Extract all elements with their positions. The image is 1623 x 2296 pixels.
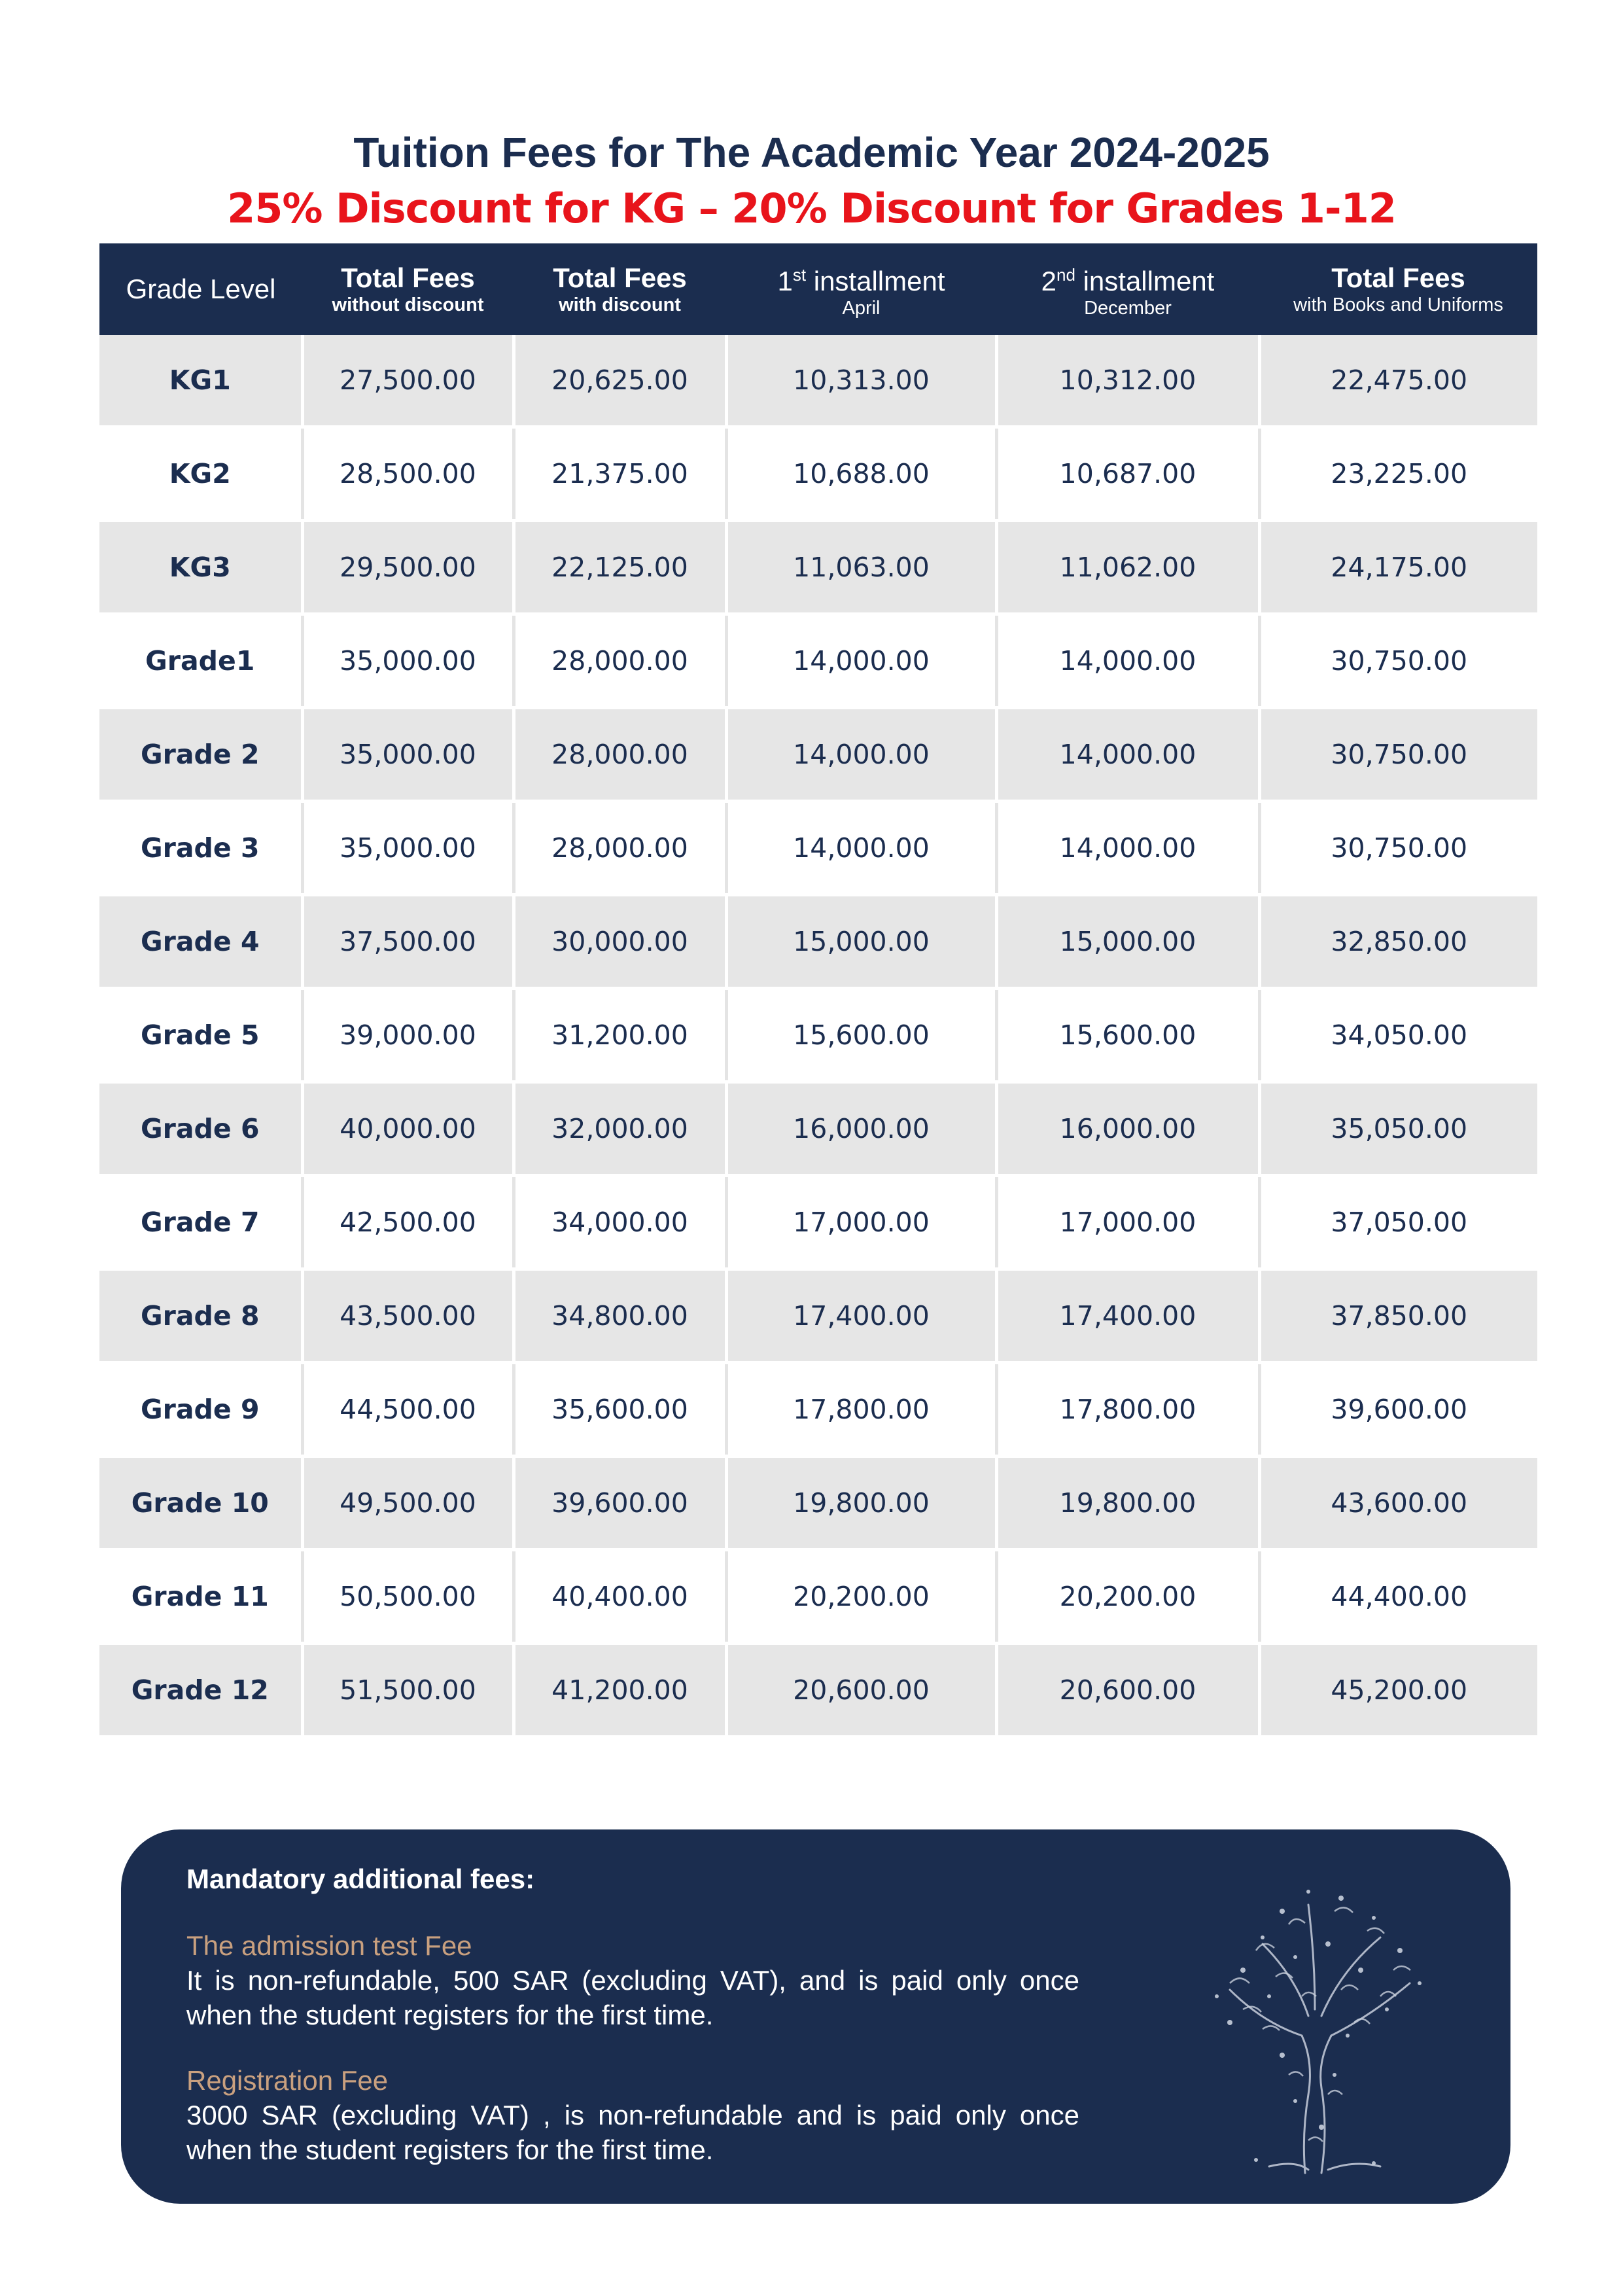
fee-cell: 44,400.00 (1259, 1550, 1537, 1644)
fee-cell: 17,000.00 (726, 1176, 996, 1269)
fee-cell: 11,063.00 (726, 521, 996, 614)
admission-fee-text: It is non-refundable, 500 SAR (excluding VAT), and is paid only once when the student registers for the first time. (186, 1965, 1079, 2030)
fee-cell: 14,000.00 (726, 614, 996, 708)
fee-cell: 35,000.00 (302, 614, 514, 708)
fee-cell: 45,200.00 (1259, 1644, 1537, 1737)
header-total-fees-with-books (1259, 243, 1537, 335)
fee-cell: 14,000.00 (996, 802, 1259, 895)
grade-level-cell: Grade 12 (99, 1644, 302, 1737)
fee-cell: 41,200.00 (514, 1644, 726, 1737)
grade-level-cell: Grade 3 (99, 802, 302, 895)
fee-cell: 49,500.00 (302, 1457, 514, 1550)
fee-cell: 31,200.00 (514, 989, 726, 1082)
header-label-text: installment (1075, 266, 1215, 296)
grade-level-cell: Grade1 (99, 614, 302, 708)
header-label: Total Fees (341, 262, 475, 293)
header-label: Total Fees (553, 262, 687, 293)
table-row (99, 708, 1537, 802)
table-row (99, 521, 1537, 614)
header-sublabel: April (842, 298, 881, 319)
fee-cell: 14,000.00 (726, 802, 996, 895)
grade-level-cell: Grade 4 (99, 895, 302, 989)
fee-cell: 22,125.00 (514, 521, 726, 614)
fee-cell: 28,500.00 (302, 427, 514, 521)
fee-cell: 30,000.00 (514, 895, 726, 989)
table-row (99, 802, 1537, 895)
fee-cell: 40,000.00 (302, 1082, 514, 1176)
table-body (99, 335, 1537, 1737)
fee-cell: 16,000.00 (996, 1082, 1259, 1176)
fee-cell: 27,500.00 (302, 335, 514, 427)
header-sublabel: with discount (559, 294, 681, 315)
table-row (99, 1269, 1537, 1363)
fee-cell: 35,600.00 (514, 1363, 726, 1457)
fee-cell: 51,500.00 (302, 1644, 514, 1737)
fee-cell: 10,688.00 (726, 427, 996, 521)
header-first-installment (726, 243, 996, 335)
fee-cell: 35,000.00 (302, 708, 514, 802)
table-row (99, 1457, 1537, 1550)
fee-cell: 39,000.00 (302, 989, 514, 1082)
header-total-fees-without-discount (302, 243, 514, 335)
fee-cell: 10,687.00 (996, 427, 1259, 521)
additional-fees-panel (121, 1829, 1510, 2204)
fee-cell: 20,200.00 (996, 1550, 1259, 1644)
fee-cell: 17,400.00 (996, 1269, 1259, 1363)
header-sublabel: December (1084, 298, 1172, 319)
fee-cell: 35,050.00 (1259, 1082, 1537, 1176)
fee-cell: 34,000.00 (514, 1176, 726, 1269)
fee-cell: 20,200.00 (726, 1550, 996, 1644)
header-label: Grade Level (126, 274, 276, 304)
fee-cell: 14,000.00 (996, 708, 1259, 802)
table-row (99, 335, 1537, 427)
tuition-fees-table (99, 243, 1537, 1739)
fee-cell: 37,050.00 (1259, 1176, 1537, 1269)
table-row (99, 1363, 1537, 1457)
fee-cell: 30,750.00 (1259, 614, 1537, 708)
grade-level-cell: Grade 11 (99, 1550, 302, 1644)
page-title: Tuition Fees for The Academic Year 2024-2025 (353, 129, 1270, 176)
table-row (99, 989, 1537, 1082)
table-row (99, 1550, 1537, 1644)
fee-cell: 32,850.00 (1259, 895, 1537, 989)
additional-fees-heading: Mandatory additional fees: (186, 1863, 535, 1894)
table-header-row (99, 243, 1537, 335)
header-ordinal-suffix: nd (1056, 265, 1075, 285)
fee-cell: 20,625.00 (514, 335, 726, 427)
fee-cell: 30,750.00 (1259, 802, 1537, 895)
fee-cell: 15,600.00 (996, 989, 1259, 1082)
fee-cell: 28,000.00 (514, 802, 726, 895)
table-row (99, 1082, 1537, 1176)
fee-cell: 14,000.00 (726, 708, 996, 802)
header-label: Total Fees (1331, 262, 1465, 293)
fee-cell: 19,800.00 (996, 1457, 1259, 1550)
fee-cell: 35,000.00 (302, 802, 514, 895)
fee-cell: 16,000.00 (726, 1082, 996, 1176)
header-sublabel: with Books and Uniforms (1293, 294, 1503, 315)
fee-cell: 17,800.00 (996, 1363, 1259, 1457)
header-ordinal: 2 (1041, 266, 1056, 296)
fee-cell: 37,850.00 (1259, 1269, 1537, 1363)
grade-level-cell: Grade 10 (99, 1457, 302, 1550)
header-label-text: installment (806, 266, 945, 296)
fee-cell: 15,600.00 (726, 989, 996, 1082)
fee-cell: 23,225.00 (1259, 427, 1537, 521)
header-sublabel: without discount (332, 294, 484, 315)
fee-cell: 11,062.00 (996, 521, 1259, 614)
grade-level-cell: Grade 8 (99, 1269, 302, 1363)
fee-cell: 30,750.00 (1259, 708, 1537, 802)
header-total-fees-with-discount (514, 243, 726, 335)
fee-cell: 22,475.00 (1259, 335, 1537, 427)
fee-cell: 37,500.00 (302, 895, 514, 989)
header-label (996, 259, 1259, 297)
fee-cell: 19,800.00 (726, 1457, 996, 1550)
grade-level-cell: KG2 (99, 427, 302, 521)
table-row (99, 1644, 1537, 1737)
fee-cell: 43,600.00 (1259, 1457, 1537, 1550)
fee-cell: 15,000.00 (726, 895, 996, 989)
fee-cell: 32,000.00 (514, 1082, 726, 1176)
table-row (99, 895, 1537, 989)
header-grade-level (99, 243, 302, 335)
calligraphy-tree-icon (1164, 1865, 1465, 2180)
grade-level-cell: KG3 (99, 521, 302, 614)
header-label (726, 259, 996, 297)
fee-cell: 14,000.00 (996, 614, 1259, 708)
table-row (99, 427, 1537, 521)
fee-cell: 34,050.00 (1259, 989, 1537, 1082)
table-row (99, 1176, 1537, 1269)
fee-cell: 21,375.00 (514, 427, 726, 521)
fee-cell: 44,500.00 (302, 1363, 514, 1457)
grade-level-cell: Grade 2 (99, 708, 302, 802)
header-ordinal-suffix: st (792, 265, 807, 285)
fee-cell: 50,500.00 (302, 1550, 514, 1644)
fee-cell: 17,000.00 (996, 1176, 1259, 1269)
fee-cell: 17,800.00 (726, 1363, 996, 1457)
registration-fee-text: 3000 SAR (excluding VAT) , is non-refundable and is paid only once when the student registers for the first time. (186, 2100, 1079, 2165)
grade-level-cell: Grade 7 (99, 1176, 302, 1269)
fee-cell: 29,500.00 (302, 521, 514, 614)
fee-cell: 10,312.00 (996, 335, 1259, 427)
admission-fee-title: The admission test Fee (186, 1930, 472, 1961)
grade-level-cell: KG1 (99, 335, 302, 427)
fee-cell: 42,500.00 (302, 1176, 514, 1269)
fee-cell: 40,400.00 (514, 1550, 726, 1644)
fee-cell: 39,600.00 (1259, 1363, 1537, 1457)
fee-cell: 17,400.00 (726, 1269, 996, 1363)
fee-cell: 39,600.00 (514, 1457, 726, 1550)
fee-cell: 28,000.00 (514, 708, 726, 802)
fee-cell: 15,000.00 (996, 895, 1259, 989)
header-ordinal: 1 (777, 266, 793, 296)
fee-cell: 34,800.00 (514, 1269, 726, 1363)
header-second-installment (996, 243, 1259, 335)
fee-cell: 24,175.00 (1259, 521, 1537, 614)
fee-cell: 20,600.00 (996, 1644, 1259, 1737)
grade-level-cell: Grade 6 (99, 1082, 302, 1176)
grade-level-cell: Grade 9 (99, 1363, 302, 1457)
table-row (99, 614, 1537, 708)
fee-cell: 10,313.00 (726, 335, 996, 427)
discount-subtitle: 25% Discount for KG – 20% Discount for Grades 1-12 (227, 185, 1396, 232)
fee-cell: 28,000.00 (514, 614, 726, 708)
grade-level-cell: Grade 5 (99, 989, 302, 1082)
fee-cell: 43,500.00 (302, 1269, 514, 1363)
registration-fee-title: Registration Fee (186, 2065, 389, 2096)
fee-cell: 20,600.00 (726, 1644, 996, 1737)
